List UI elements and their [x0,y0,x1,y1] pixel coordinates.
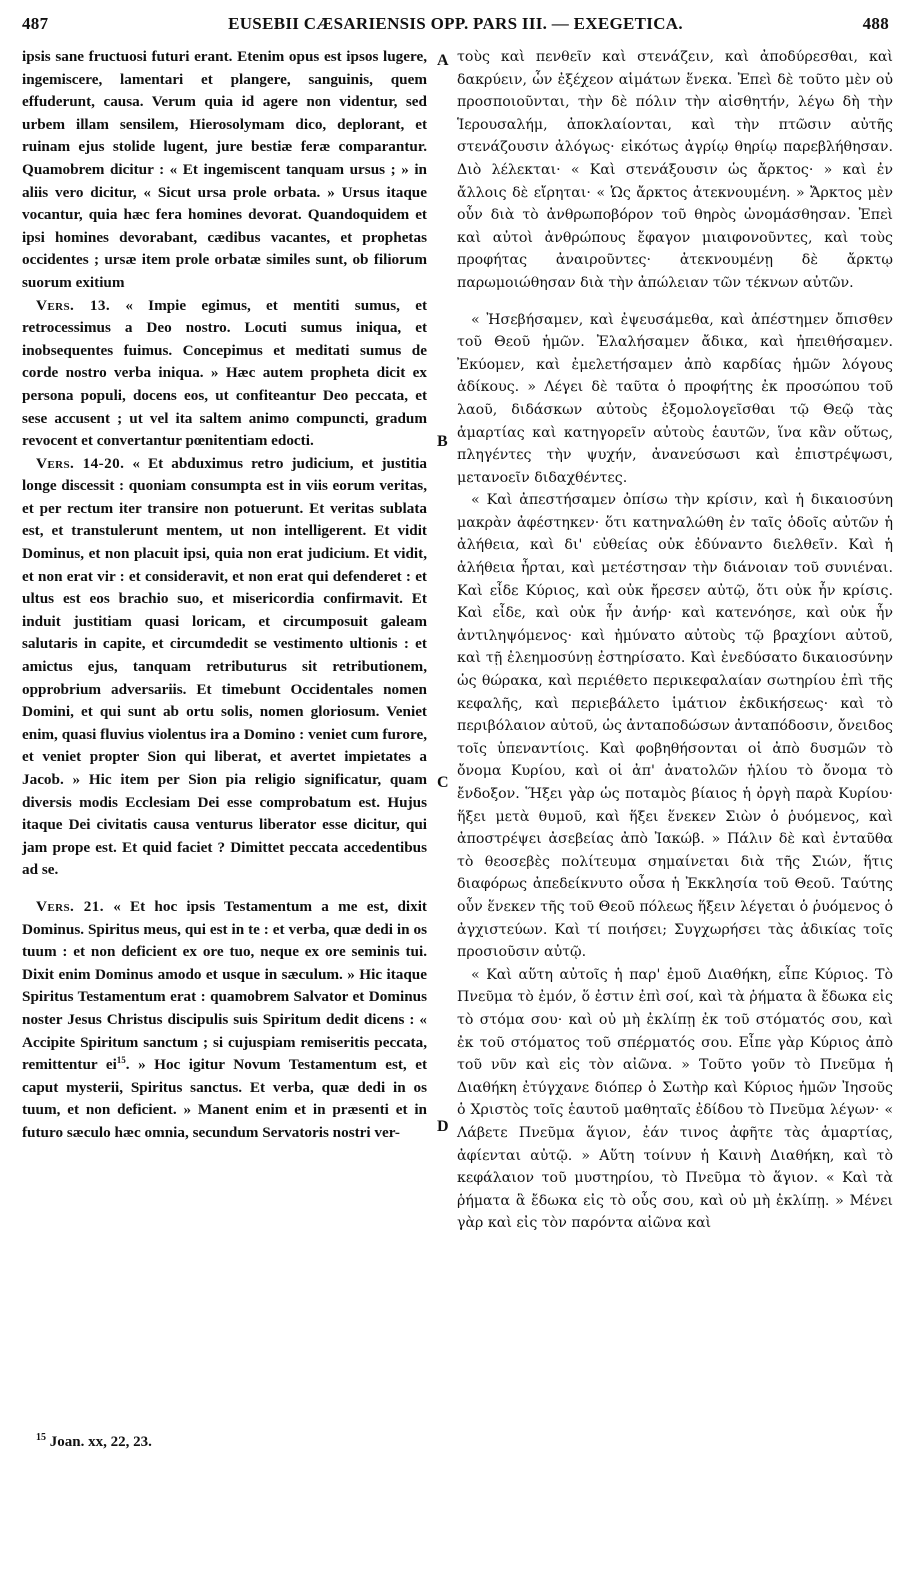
greek-text: « Καὶ ἀπεστήσαμεν ὀπίσω τὴν κρίσιν, καὶ ἡ δικαιοσύνη μακρὰν ἀφέστηκεν· ὅτι κατηναλώθη ἐν ταῖς ὁδοῖς αὐτῶν ἡ ἀλήθεια, καὶ δι' εὐθείας οὐκ ἐδύναντο διελθεῖν. Καὶ ἡ ἀλήθεια ἦρται, καὶ μετέστησαν τὴν διάνοιαν τοῦ συνιέναι. Καὶ εἶδε Κύριος, καὶ οὐκ ἤρεσεν αὐτῷ, ὅτι οὐκ ἦν κρίσις. Καὶ εἶδε, καὶ οὐκ ἦν ἀνήρ· καὶ κατενόησε, καὶ οὐκ ἦν ἀντιληψόμενος· καὶ ἠμύνατο αὐτοὺς τῷ βραχίονι αὐτοῦ, καὶ τῇ ἐλεημοσύνῃ ἐστηρίσατο. Καὶ ἐνεδύσατο δικαιοσύνην ὡς θώρακα, καὶ περιέθετο περικεφαλαίαν σωτηρίου ἐπὶ τῆς κεφαλῆς, καὶ περιεβάλετο ἱμάτιον ἐκδικήσεως· καὶ τὸ περιβόλαιον αὐτοῦ, ὡς ἀνταποδώσων ἀνταπόδοσιν, ὄνειδος τοῖς ὑπεναντίοις. Καὶ φοβηθήσονται οἱ ἀπὸ δυσμῶν τὸ ὄνομα Κυρίου, καὶ οἱ ἀπ' ἀνατολῶν ἡλίου τὸ ὄνομα τὸ ἔνδοξον. Ἥξει γὰρ ὡς ποταμὸς βίαιος ἡ ὀργὴ παρὰ Κυρίου· ἥξει μετὰ θυμοῦ, καὶ ἥξει ἕνεκεν Σιὼν ὁ ῥυόμενος, καὶ ἀποστρέψει ἀσεβείας ἀπὸ Ἰακώβ. » Πάλιν δὲ καὶ ἐνταῦθα τὸ θεοσεβὲς πολίτευμα σημαίνεται διὰ τῆς Σιών, ἥτις διαφόρως ἀπεδείκνυτο οὖσα ἡ Ἐκκλησία τοῦ Θεοῦ. Ταύτης οὖν ἕνεκεν τῆς τοῦ Θεοῦ πόλεως ἥξειν λέγεται ὁ ῥυόμενος ὁ ἀγχιστεύων. Καὶ τί ποιήσει; Συγχωρήσει τὰς ἀδικίας τοῖς προσιοῦσιν αὐτῷ. [457,492,893,961]
footnote-number: 15 [36,1432,46,1443]
latin-paragraph [22,453,427,882]
greek-column [457,46,893,1235]
latin-column [22,46,427,1145]
latin-paragraph [22,896,427,1145]
footnote-text: Joan. xx, 22, 23. [46,1434,152,1450]
greek-paragraph [457,46,893,295]
greek-paragraph [457,489,893,963]
page-number-left: 487 [22,14,49,33]
verse-label: Vers. 13. [36,296,111,314]
greek-text: « Ἠσεβήσαμεν, καὶ ἐψευσάμεθα, καὶ ἀπέστημεν ὄπισθεν τοῦ Θεοῦ ἡμῶν. Ἐλαλήσαμεν ἄδικα, καὶ ἠπειθήσαμεν. Ἐκύομεν, καὶ ἐμελετήσαμεν ἀπὸ καρδίας ἡμῶν λόγους ἀδίκους. » Λέγει δὲ ταῦτα ὁ προφήτης ἐκ προσώπου τοῦ λαοῦ, διδάσκων αὐτοὺς ἐξομολογεῖσθαι τῷ Θεῷ τὰς ἁμαρτίας καὶ κατηγορεῖν αὐτοὺς ἑαυτῶν, ἵνα κἂν οὕτως, πληγέντες τὴν ψυχήν, ἀνανεύσωσι καὶ ἐπιστρέψωσι, μετανοεῖν διδαχθέντες. [457,311,893,486]
greek-text: « Καὶ αὕτη αὐτοῖς ἡ παρ' ἐμοῦ Διαθήκη, εἶπε Κύριος. Τὸ Πνεῦμα τὸ ἐμόν, ὅ ἐστιν ἐπὶ σοί, καὶ τὰ ῥήματα ἃ ἔδωκα εἰς τὸ στόμα σου· καὶ οὐ μὴ ἐκλίπῃ ἐκ τοῦ στόματός σου, καὶ ἐκ τοῦ στόματος τοῦ σπέρματός σου. Εἶπε γὰρ Κύριος ἀπὸ τοῦ νῦν καὶ εἰς τὸν αἰῶνα. » Τοῦτο γοῦν τὸ Πνεῦμα ἡ Διαθήκη ἐτύγχανε διόπερ ὁ Σωτὴρ καὶ Κύριος ἡμῶν Ἰησοῦς ὁ Χριστὸς τοῖς ἑαυτοῦ μαθηταῖς ἐδίδου τὸ Πνεῦμα λέγων· « Λάβετε Πνεῦμα ἅγιον, ἐάν τινος ἀφῆτε τὰς ἁμαρτίας, ἀφίενται αὐτῷ. » Αὕτη τοίνυν ἡ Καινὴ Διαθήκη, καὶ τὸ κεφάλαιον τοῦ μυστηρίου, τὸ Πνεῦμα τὸ ἅγιον. « Καὶ τὰ ῥήματα ἃ ἔδωκα εἰς τὸ οὖς σου, καὶ οὐ μὴ ἐκλίπῃ. » Μένει γὰρ καὶ εἰς τὸν παρόντα αἰῶνα καὶ [457,966,893,1232]
latin-text: . » Hoc igitur Novum Testamentum est, et caput mysterii, Spiritus sanctus. Et verba, quæ dedi in os tuum, et non deficient. » Manent enim et in præsenti et in futuro sæculo hæc omnia, secundum Servatoris nostri ver- [22,1056,428,1141]
latin-text: ipsis sane fructuosi futuri erant. Etenim opus est ipsos lugere, ingemiscere, lamentari et plangere, sanguinis, quem effuderunt, causa. Verum quia id agere non videntur, sed urbem illam sensilem, Hierosolymam dico, deplorant, et ruinam ejus stolide lugent, jure bestiæ feræ comparantur. Quamobrem dicitur : « Et ingemiscent tanquam ursus ; » in aliis vero dicitur, « Sicut ursa prole orbata. » Ursus itaque vocantur, quia hæc fera homines devorat. Quandoquidem et ipsi homines devorabant, cædibus vacantes, et prophetas occidentes ; ursæ item prole orbatæ similes sunt, ob filiorum suorum exitium [22,48,427,291]
running-header [22,14,889,40]
greek-paragraph [457,309,893,490]
footnote [36,1434,152,1451]
verse-label: Vers. 21. [36,897,104,915]
margin-letter-b: B [437,433,448,450]
latin-paragraph [22,46,427,295]
footnote-ref: 15 [116,1055,126,1066]
latin-paragraph [22,295,427,453]
running-title: EUSEBII CÆSARIENSIS OPP. PARS III. — EXEGETICA. [228,14,683,33]
margin-letter-d: D [437,1118,449,1135]
margin-letter-a: A [437,52,449,69]
page-number-right: 488 [862,14,889,33]
latin-text: « Impie egimus, et mentiti sumus, et retrocessimus a Deo nostro. Locuti sumus iniqua, et inobsequentes fuimus. Concepimus et meditati sumus de corde nostro verba iniqua. » Hæc autem propheta dicit ex persona populi, docens eos, ut confiteantur Deo peccata, et sese accusent ; ut vel ita saltem animo compuncti, gradum revocent et convertantur pœnitentiam edocti. [22,296,428,450]
latin-text: « Et hoc ipsis Testamentum a me est, dixit Dominus. Spiritus meus, qui est in te : et verba, quæ dedi in os tuum : et non deficient ex ore tuo, neque ex ore seminis tui. Dixit enim Dominus amodo et usque in sæculum. » Hic itaque Spiritus Testamentum erat : quamobrem Salvator et Dominus noster Jesus Christus discipulis suis Spiritum dedit dicens : « Accipite Spiritum sanctum ; si cujuspiam remiseritis peccata, remittentur ei [22,897,427,1074]
margin-letter-c: C [437,774,449,791]
greek-paragraph [457,964,893,1235]
verse-label: Vers. 14-20. [36,454,125,472]
greek-text: τοὺς καὶ πενθεῖν καὶ στενάζειν, καὶ ἀποδύρεσθαι, καὶ δακρύειν, ὧν ἐξέχεον αἱμάτων ἕνεκα. Ἐπεὶ δὲ τοῦτο μὲν οὐ προσποιοῦνται, τὴν δὲ πόλιν τὴν αἰσθητήν, λέγω δὴ τὴν Ἱερουσαλήμ, ἀποκλαίονται, καὶ τὴν πτῶσιν αὐτῆς στενάζουσιν ἀλόγως· εἰκότως ἀγρίῳ θηρίῳ παρεβλήθησαν. Διὸ λέλεκται· « Καὶ στενάξουσιν ὡς ἄρκτος· » καὶ ἐν ἄλλοις δὲ εἴρηται· « Ὡς ἄρκτος ἀτεκνουμένη. » Ἄρκτος μὲν οὖν διὰ τὸ ἀνθρωποβόρον τοῦ θηρὸς ὠνομάσθησαν. Ἐπεὶ καὶ αὐτοὶ ἀνθρώπους ἔφαγον μιαιφονοῦντες, καὶ τοὺς προφήτας ἀναιροῦντες· ἀτεκνουμένῃ δὲ ἄρκτῳ παρωμοιώθησαν διὰ τὴν ἀπώλειαν τῶν τέκνων αὐτῶν. [457,49,893,291]
latin-text: « Et abduximus retro judicium, et justitia longe discessit : quoniam consumpta est in viis eorum veritas, et per rectum iter transire non potuerunt. Et veritas sublata est, et transtulerunt mentem, ut non intelligerent. Et vidit Dominus, et non placuit ipsi, quia non erat judicium. Et vidit, et non erat vir : et consideravit, et non erat qui defenderet : et ultus est eos brachio suo, et misericordia confirmavit. Et induit justitiam quasi loricam, et circumposuit galeam salutaris in capite, et circumdedit se vestimento ultionis : et amictus ejus, tanquam retributurus sit retributionem, opprobrium adversariis. Et timebunt Occidentales nomen Domini, et qui sunt ab ortu solis, nomen gloriosum. Veniet enim, quasi fluvius violentus ira a Domino : veniet cum furore, et veniet propter Sion qui liberat, et avertet impietates a Jacob. » Hic item per Sion pia religio significatur, quam diversis modis Ecclesiam Dei esse comprobatum est. Hujus itaque Dei civitatis causa venturus liberator esse dicitur, qui jam prope est. Et quid faciet ? Dimittet peccata accedentibus ad se. [22,454,428,879]
